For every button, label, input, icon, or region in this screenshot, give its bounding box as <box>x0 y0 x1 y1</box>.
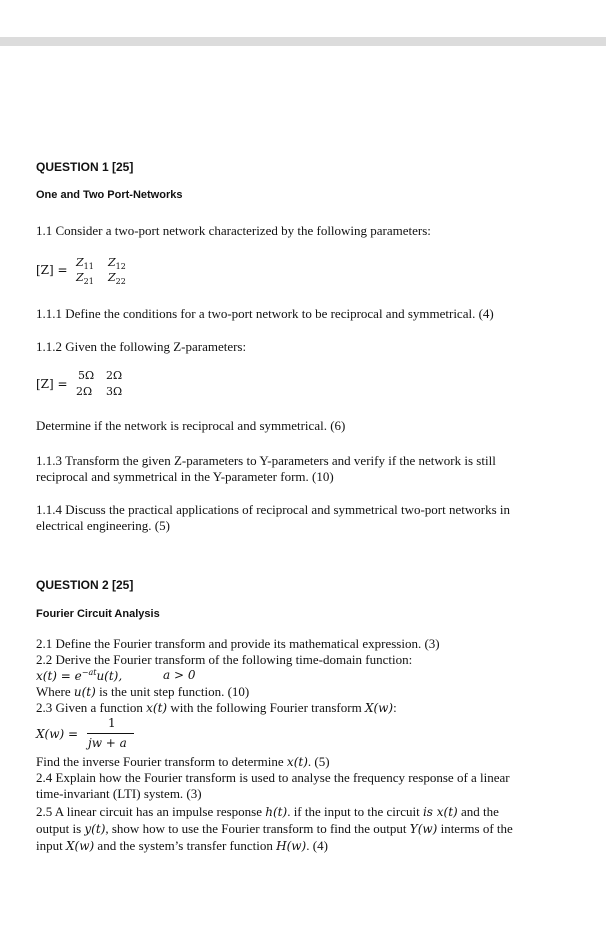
paragraph-2-3 <box>36 700 397 716</box>
paragraph-1-1-4-line-2: electrical engineering. (5) <box>36 518 170 533</box>
p2-5-text-b3: interms of the <box>437 821 513 836</box>
p2-5-text-a2: . if the input to the circuit <box>287 804 423 819</box>
paragraph-2-4-line-2: time-invariant (LTI) system. (3) <box>36 786 202 801</box>
paragraph-2-5-line-1 <box>36 804 499 820</box>
matrix-lhs: [Z] = <box>36 263 68 277</box>
matrix-2-r2c2: 3Ω <box>106 385 123 398</box>
paragraph-1-1-3-line-1: 1.1.3 Transform the given Z-parameters to Y-parameters and verify if the network is still <box>36 453 496 468</box>
matrix-2-r1c2: 2Ω <box>106 369 123 382</box>
find-text-a: Find the inverse Fourier transform to determine <box>36 754 287 769</box>
p2-5-text-b2: , show how to use the Fourier transform to find the output <box>105 821 410 836</box>
paragraph-1-1-1: 1.1.1 Define the conditions for a two-port network to be reciprocal and symmetrical. (4) <box>36 306 494 321</box>
p2-5-h-of-t: h(t) <box>265 805 288 819</box>
equation-x-of-t-tail: u(t), <box>96 669 123 683</box>
p2-5-Y-of-w: Y(w) <box>409 822 438 836</box>
equation-x-of-t-exponent: −at <box>81 668 97 677</box>
p2-5-X-of-w: X(w) <box>65 839 95 853</box>
equation-condition: a > 0 <box>163 668 196 682</box>
matrix-z21: $Z_{21}$ <box>76 271 94 287</box>
where-u-of-t: u(t) <box>73 685 96 699</box>
p2-3-X-of-w: X(w) <box>364 701 394 715</box>
matrix-z11: $Z_{11}$ <box>76 256 94 272</box>
paragraph-where <box>36 684 249 700</box>
p2-5-H-of-w: H(w) <box>276 839 307 853</box>
where-text-b: is the unit step function. (10) <box>95 684 250 699</box>
paragraph-2-5-line-2 <box>36 821 513 837</box>
question-2-subheading: Fourier Circuit Analysis <box>36 608 160 620</box>
p2-3-text-a: 2.3 Given a function <box>36 700 147 715</box>
matrix-2-r1c1: 5Ω <box>78 369 95 382</box>
p2-3-x-of-t: x(t) <box>146 701 168 715</box>
find-x-of-t: x(t) <box>286 755 308 769</box>
equation-x-of-t <box>36 668 122 683</box>
p2-5-text-c3: . (4) <box>306 838 328 853</box>
paragraph-1-1-2: 1.1.2 Given the following Z-parameters: <box>36 339 247 354</box>
paragraph-1-1-4-line-1: 1.1.4 Discuss the practical applications of reciprocal and symmetrical two-port networks in <box>36 502 510 517</box>
p2-5-text-a3: and the <box>457 804 499 819</box>
equation-numerator: 1 <box>108 716 116 730</box>
paragraph-1-1-3-line-2: reciprocal and symmetrical in the Y-parameter form. (10) <box>36 469 334 484</box>
p2-5-text-c1: input <box>36 838 66 853</box>
paragraph-find <box>36 754 330 770</box>
matrix-z12: $Z_{12}$ <box>108 256 126 272</box>
paragraph-2-5-line-3 <box>36 838 328 854</box>
matrix-z22: $Z_{22}$ <box>108 271 126 287</box>
equation-X-lhs: X(w) = <box>36 727 79 741</box>
paragraph-1-1: 1.1 Consider a two-port network characterized by the following parameters: <box>36 223 431 238</box>
find-text-b: . (5) <box>307 754 330 769</box>
paragraph-determine: Determine if the network is reciprocal and symmetrical. (6) <box>36 418 346 433</box>
where-text-a: Where <box>36 684 74 699</box>
matrix-2-lhs: [Z] = <box>36 377 68 391</box>
p2-5-text-b1: output is <box>36 821 85 836</box>
equation-denominator: jw + a <box>88 736 127 750</box>
p2-5-text-c2: and the system’s transfer function <box>94 838 277 853</box>
paragraph-2-2: 2.2 Derive the Fourier transform of the following time-domain function: <box>36 652 413 667</box>
matrix-2-r2c1: 2Ω <box>76 385 93 398</box>
paragraph-2-4-line-1: 2.4 Explain how the Fourier transform is used to analyse the frequency response of a linear <box>36 770 510 785</box>
question-2-heading: QUESTION 2 [25] <box>36 578 134 592</box>
question-1-heading: QUESTION 1 [25] <box>36 160 134 174</box>
fraction-bar <box>87 733 134 734</box>
p2-5-is-x-of-t: is x(t) <box>422 805 458 819</box>
question-1-subheading: One and Two Port-Networks <box>36 189 183 201</box>
p2-5-text-a1: 2.5 A linear circuit has an impulse response <box>36 804 266 819</box>
p2-3-text-b: with the following Fourier transform <box>167 700 365 715</box>
paragraph-2-1: 2.1 Define the Fourier transform and provide its mathematical expression. (3) <box>36 636 440 651</box>
p2-3-text-c: : <box>393 700 397 715</box>
top-gray-bar <box>0 37 606 46</box>
p2-5-y-of-t: y(t) <box>84 822 106 836</box>
equation-x-of-t-main: x(t) = e <box>36 669 82 683</box>
